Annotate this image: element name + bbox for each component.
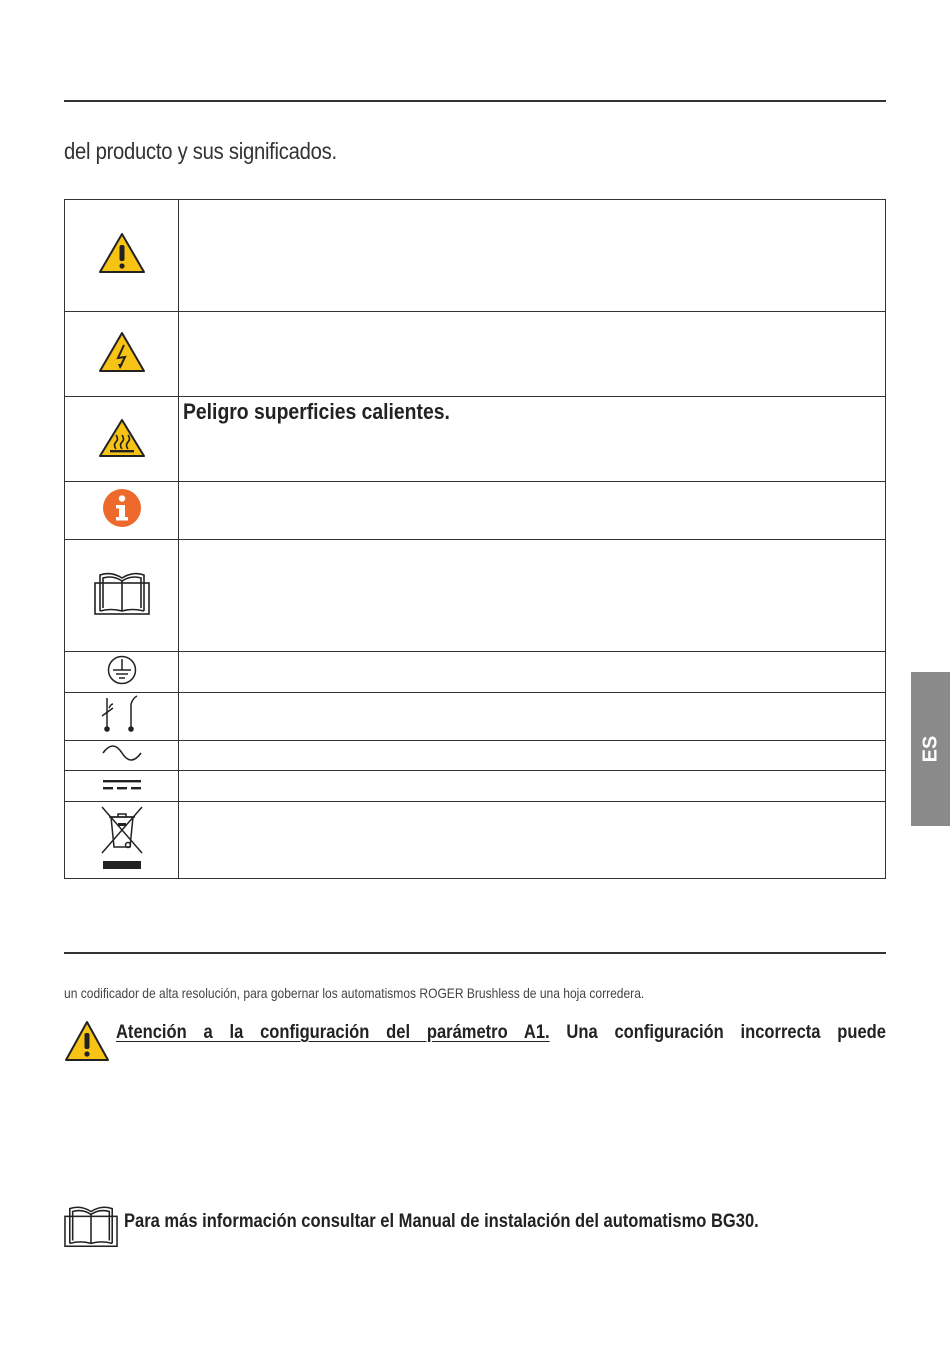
symbol-row: [65, 693, 886, 741]
language-tab-label: ES: [919, 735, 941, 763]
warning-triangle-icon: [98, 232, 146, 274]
warning-rest-text: Una configuración incorrecta puede: [566, 1022, 886, 1043]
protective-earth-icon: [107, 655, 137, 685]
manual-note: [64, 1203, 886, 1249]
symbol-description: Peligro superficies calientes.: [183, 399, 450, 424]
symbol-row: [65, 741, 886, 771]
electric-hazard-icon: [98, 331, 146, 373]
weee-bin-icon: [98, 803, 146, 873]
hot-surface-icon: [98, 416, 146, 458]
warning-note: [64, 1020, 886, 1064]
top-rule: [64, 100, 886, 102]
manual-book-icon: [94, 570, 150, 616]
warning-underlined-text: Atención a la configuración del parámetro A1.: [116, 1022, 550, 1043]
symbol-row: [65, 200, 886, 312]
info-icon: [102, 488, 142, 528]
symbol-row: [65, 771, 886, 802]
manual-book-icon: [64, 1203, 118, 1249]
temperature-icon: [97, 694, 147, 734]
section-rule: [64, 952, 886, 954]
symbol-row: [65, 652, 886, 693]
symbol-row: [65, 482, 886, 540]
symbol-row: [65, 397, 886, 482]
symbol-row: [65, 312, 886, 397]
intro-text: del producto y sus significados.: [64, 138, 337, 164]
warning-text: [116, 1022, 886, 1044]
symbols-table: [64, 199, 886, 879]
symbol-row: [65, 802, 886, 879]
language-tab[interactable]: [911, 672, 950, 826]
warning-triangle-icon: [64, 1020, 110, 1062]
direct-current-icon: [101, 774, 143, 794]
alternating-current-icon: [101, 743, 143, 763]
body-text: un codificador de alta resolución, para gobernar los automatismos ROGER Brushless de una hoja corredera.: [64, 985, 645, 1001]
manual-note-text: Para más información consultar el Manual de instalación del automatismo BG30.: [124, 1211, 759, 1232]
symbol-row: [65, 540, 886, 652]
